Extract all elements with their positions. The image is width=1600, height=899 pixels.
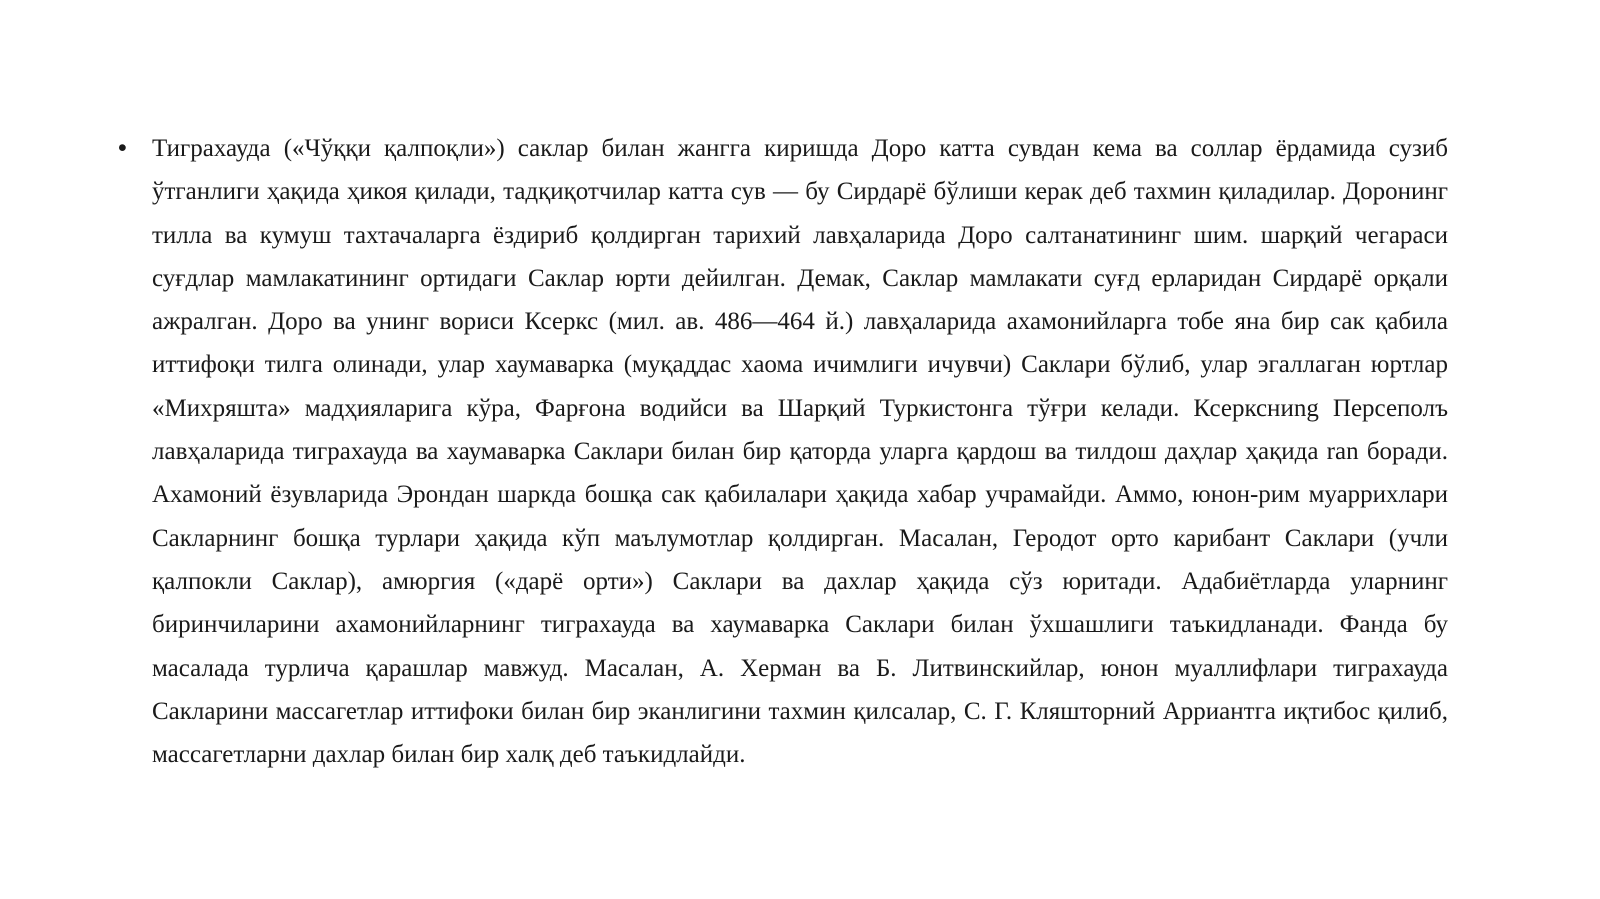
bullet-icon: • (118, 134, 127, 162)
bullet-paragraph: Тиграхауда («Чўққи қалпоқли») саклар билан жангга киришда Доро катта сувдан кема ва соллар ёрдамида сузиб ўтганлиги ҳақида ҳикоя қилади, тадқиқотчилар катта сув — бу Сирдарё бўлиши керак деб тахмин қиладилар. Доронинг тилла ва кумуш тахтачаларга ёздириб қолдирган тарихий лавҳаларида Доро салтанатининг шим. шарқий чегараси суғдлар мамлакатининг ортидаги Саклар юрти дейилган. Демак, Саклар мамлакати суғд ерларидан Сирдарё орқали ажралган. Доро ва унинг вориси Ксеркс (мил. ав. 486—464 й.) лавҳаларида ахамонийларга тобе яна бир сак қабила иттифоқи тилга олинади, улар хаумаварка (муқаддас хаома ичимлиги ичувчи) Саклари бўлиб, улар эгаллаган юртлар «Михряшта» мадҳияларига кўра, Фарғона водийси ва Шарқий Туркистонга тўғри келади. Ксерксниng Персеполъ лавҳаларида тиграхауда ва хаумаварка Саклари билан бир қаторда уларга қардош ва тилдош даҳлар ҳақида ran боради. Ахамоний ёзувларида Эрондан шаркда бошқа сак қабилалари ҳақида хабар учрамайди. Аммо, юнон-рим муаррихлари Сакларнинг бошқа турлари ҳақида кўп маълумотлар қолдирган. Масалан, Геродот орто карибант Саклари (учли қалпокли Саклар), амюргия («дарё орти») Саклари ва дахлар ҳақида сўз юритади. Адабиётларда уларнинг биринчиларини ахамонийларнинг тиграхауда ва хаумаварка Саклари билан ўхшашлиги таъкидланади. Фанда бу масалада турлича қарашлар мавжуд. Масалан, А. Херман ва Б. Литвинскийлар, юнон муаллифлари тиграхауда Сакларини массагетлар иттифоки билан бир эканлигини тахмин қилсалар, С. Г. Кляшторний Арриантга иқтибос қилиб, массагетларни дахлар билан бир халқ деб таъкидлайди. (152, 135, 1448, 769)
slide-content (118, 127, 1448, 776)
bullet-item (118, 127, 1448, 776)
